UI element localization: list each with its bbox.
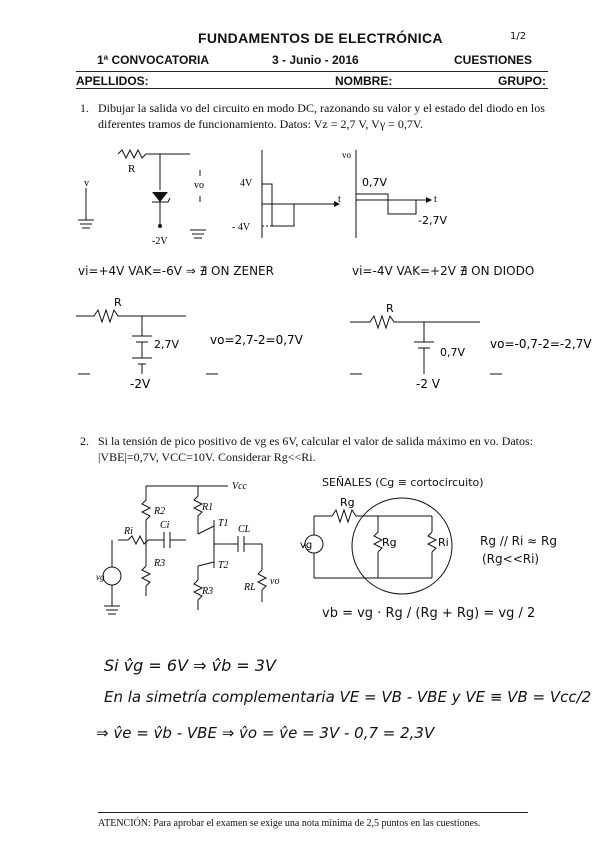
q1-hw-left-title: vi=+4V VAK=-6V ⇒ ∄ ON ZENER: [78, 264, 274, 278]
q2-number: 2.: [80, 434, 89, 448]
q2-r2-label: R2: [154, 506, 166, 517]
q2-hw-line2: En la simetría complementaria VE = VB - VBE y VE ≡ VB = Vcc/2: [104, 688, 592, 706]
q2-circuit-diagram: [98, 470, 298, 630]
q2-t2-label: T2: [218, 560, 229, 571]
q1-hw-left-src: -2V: [130, 377, 151, 391]
q1-output-high: 0,7V: [362, 176, 388, 189]
q2-text-line1: Si la tensión de pico positivo de vg es 6V, calcular el valor de salida máximo en vo. Datos:: [98, 434, 534, 448]
q1-circuit-diagram: [70, 140, 220, 250]
q1-r-label: R: [128, 163, 136, 175]
page-mark: 1/2: [510, 31, 527, 42]
q1-vo-label: vo: [194, 180, 204, 191]
q1-input-axis-t: t: [338, 194, 341, 205]
q1-hw-right-eq: vo=-0,7-2=-2,7V: [490, 337, 592, 351]
q2-rb-label: R3: [202, 586, 214, 597]
q2-ci-label: Ci: [160, 520, 170, 531]
q1-hw-left-eq: vo=2,7-2=0,7V: [210, 333, 303, 347]
q2-text-line2: |VBE|=0,7V, VCC=10V. Considerar Rg<<Ri.: [98, 450, 316, 464]
q1-input-low: - 4V: [232, 222, 251, 233]
q1-hw-left-zener: 2,7V: [154, 338, 180, 351]
q1-text-line1: Dibujar la salida vo del circuito en modo DC, razonando su valor y el estado del diodo en los: [98, 101, 545, 115]
q2-cl-label: CL: [238, 524, 251, 535]
q1-vsrc-label: -2V: [152, 236, 168, 247]
q2-hw-ri-right: Ri: [438, 536, 449, 549]
q1-input-high: 4V: [240, 178, 253, 189]
q2-hw-senales: SEÑALES (Cg ≡ cortocircuito): [322, 476, 484, 489]
q2-t1-label: T1: [218, 518, 229, 529]
exam-date: 3 - Junio - 2016: [272, 53, 359, 67]
grupo-label: GRUPO:: [498, 74, 546, 88]
q2-hw-line3: ⇒ v̂e = v̂b - VBE ⇒ v̂o = v̂e = 3V - 0,7 = 2,3V: [96, 724, 435, 742]
nombre-label: NOMBRE:: [335, 74, 393, 88]
q1-text-line2: diferentes tramos de funcionamiento. Datos: Vz = 2,7 V, Vγ = 0,7V.: [98, 117, 424, 131]
q2-hw-vb-divider: vb = vg · Rg / (Rg + Rg) = vg / 2: [322, 606, 536, 621]
convocatoria: 1ª CONVOCATORIA: [97, 53, 210, 67]
q1-output-graph: [338, 146, 468, 246]
q2-hw-rg-condition: (Rg<<Ri): [482, 552, 540, 566]
q2-ri-label: Ri: [124, 526, 133, 537]
q1-hw-left-circuit: [66, 294, 326, 394]
q2-vo-label: vo: [270, 576, 280, 587]
q2-hw-rg-parallel: Rg // Ri ≈ Rg: [480, 534, 557, 548]
q2-hw-line1: Si v̂g = 6V ⇒ v̂b = 3V: [104, 656, 276, 675]
section-label: CUESTIONES: [454, 53, 533, 67]
q2-r1-label: R1: [202, 502, 214, 513]
q1-hw-r-label: R: [114, 296, 122, 309]
q1-hw-right-circuit: [340, 294, 600, 394]
q1-output-axis-v: vo: [342, 150, 351, 160]
q2-vg-label: vg: [96, 572, 105, 582]
q2-hw-signal-circuit: [302, 496, 452, 586]
q1-hw-right-title: vi=-4V VAK=+2V ∄ ON DIODO: [352, 264, 535, 278]
q2-hw-vg: vg: [300, 540, 313, 551]
q2-hw-rg-mid: Rg: [382, 536, 397, 549]
header-rule: [76, 71, 548, 72]
footer-attention: ATENCIÓN: Para aprobar el examen se exige una nota mínima de 2,5 puntos en las cuestiones.: [98, 818, 481, 829]
q2-hw-rg-top: Rg: [340, 496, 355, 509]
q1-input-graph: [228, 146, 348, 246]
q1-output-low: -2,7V: [418, 214, 447, 227]
exam-title: FUNDAMENTOS DE ELECTRÓNICA: [198, 30, 443, 46]
q2-rl-label: RL: [244, 582, 256, 593]
q1-output-axis-t: t: [434, 194, 437, 205]
q1-hw-right-diode: 0,7V: [440, 346, 466, 359]
header-rule-bottom: [76, 88, 548, 89]
q2-vcc-label: Vcc: [232, 481, 247, 492]
footer-rule: [98, 812, 528, 813]
q1-number: 1.: [80, 101, 89, 115]
apellidos-label: APELLIDOS:: [76, 74, 149, 88]
q1-hw-right-src: -2 V: [416, 377, 440, 391]
q2-r3-label: R3: [154, 558, 166, 569]
q1-vi-label: v: [84, 178, 89, 189]
q1-hw-r2-label: R: [386, 302, 394, 315]
